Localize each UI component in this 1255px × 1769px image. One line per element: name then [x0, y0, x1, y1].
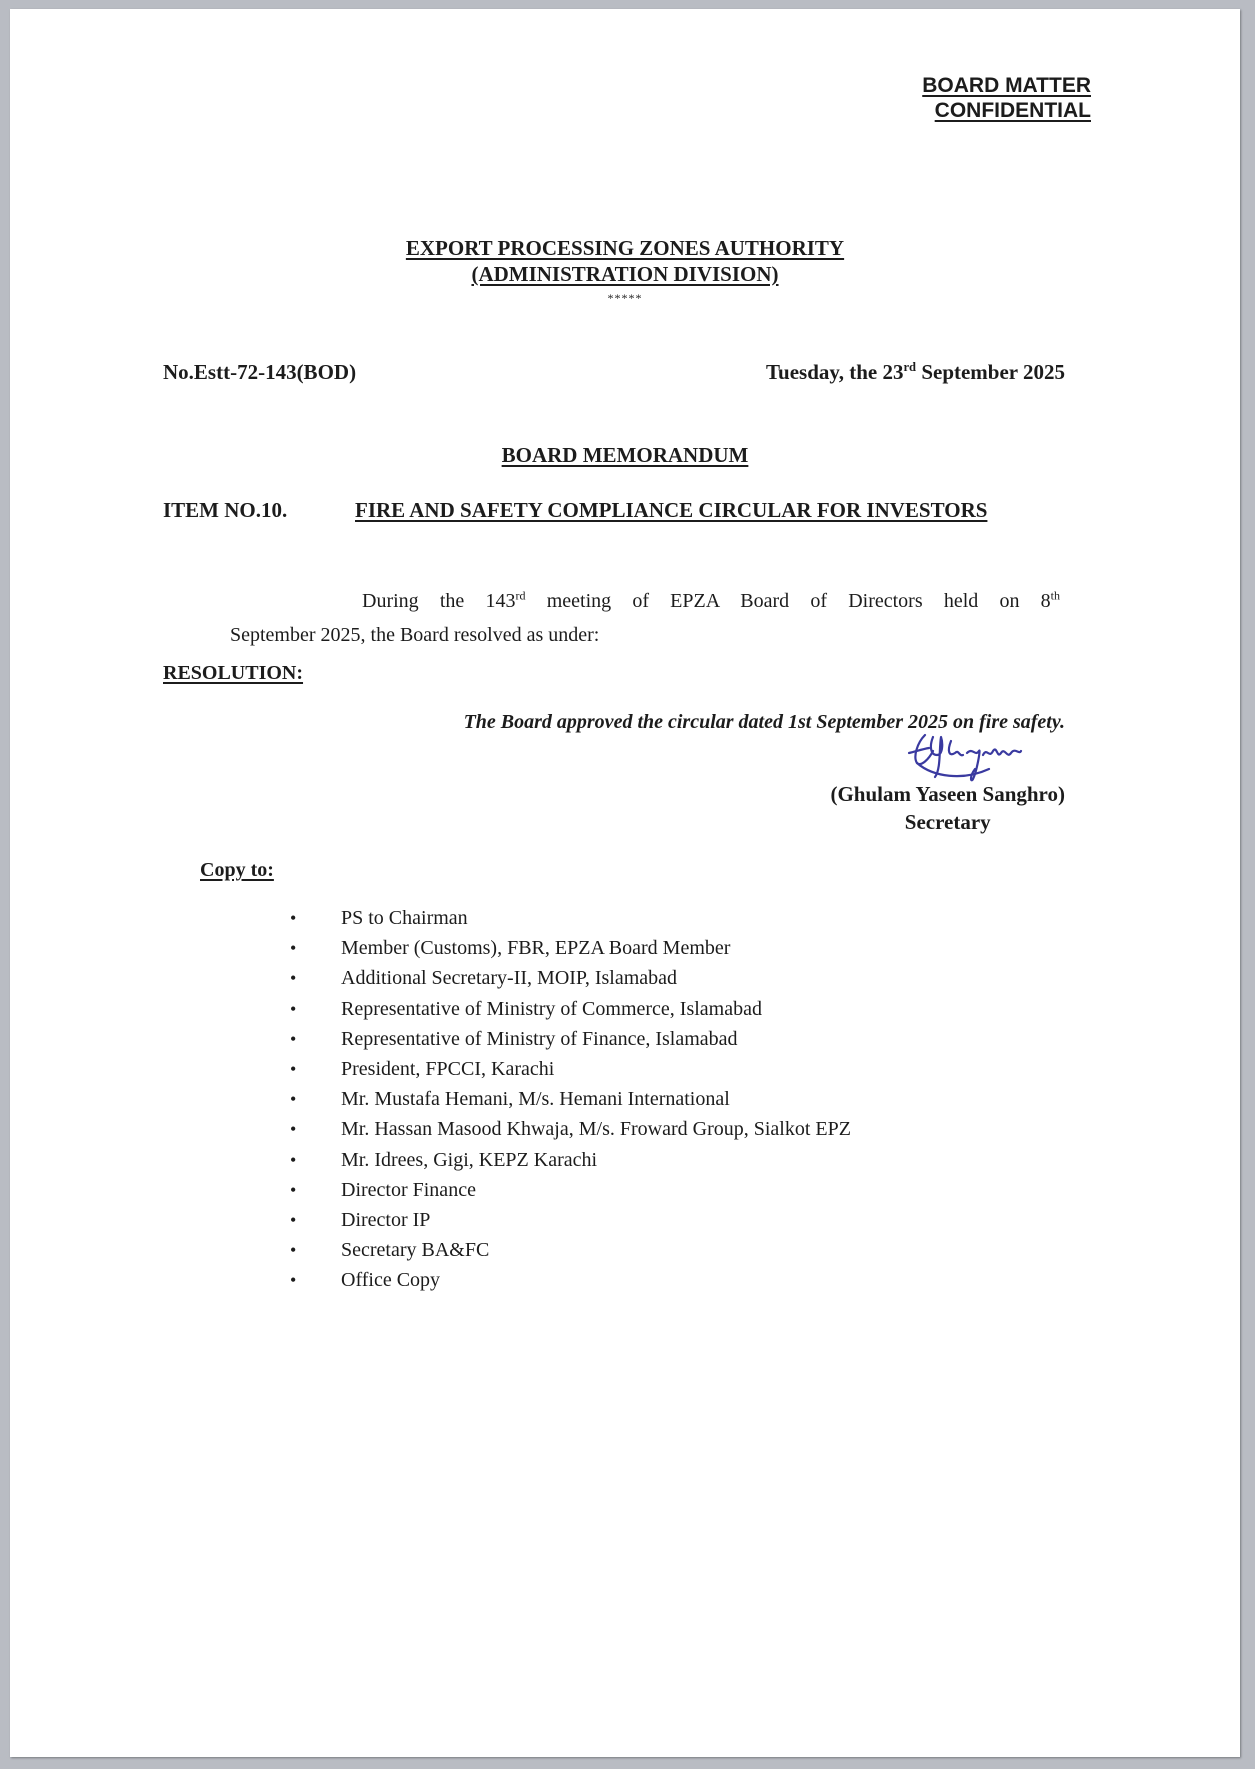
copy-to-item-text: Additional Secretary-II, MOIP, Islamabad: [341, 967, 678, 990]
copy-to-item: [275, 1054, 851, 1084]
marking-confidential: CONFIDENTIAL: [934, 99, 1091, 122]
bullet-icon: •: [290, 1089, 297, 1110]
bullet-icon: •: [290, 908, 297, 928]
bullet-icon: •: [290, 968, 297, 989]
copy-to-heading: [200, 859, 274, 882]
copy-to-item: [275, 1084, 851, 1114]
bullet-icon: •: [290, 938, 297, 959]
copy-to-item-text: Representative of Ministry of Commerce, Islamabad: [341, 997, 762, 1020]
memo-date: [766, 360, 1065, 385]
bullet-icon: •: [290, 1179, 297, 1200]
body-text-2: meeting of EPZA Board of Directors held on 8: [525, 590, 1051, 612]
day-ordinal: th: [1050, 588, 1060, 603]
handwritten-signature: [903, 729, 1093, 787]
signatory-name: (Ghulam Yaseen Sanghro): [830, 782, 1065, 806]
division-title: (ADMINISTRATION DIVISION): [471, 262, 779, 286]
date-ordinal: rd: [903, 360, 917, 374]
copy-to-item-text: PS to Chairman: [341, 907, 468, 929]
copy-to-item-text: Member (Customs), FBR, EPZA Board Member: [341, 937, 731, 960]
header-separator: *****: [607, 291, 643, 305]
bullet-icon: •: [290, 1028, 297, 1049]
bullet-icon: •: [290, 1119, 297, 1140]
bullet-icon: •: [290, 1059, 297, 1080]
memo-heading: [10, 443, 1240, 468]
copy-to-item: [275, 1024, 851, 1054]
copy-to-item-text: Mr. Mustafa Hemani, M/s. Hemani International: [341, 1088, 730, 1111]
bullet-icon: •: [290, 998, 297, 1019]
signatory-block: [830, 780, 1065, 836]
copy-to-item-text: Director Finance: [341, 1178, 476, 1201]
item-title: [355, 498, 987, 523]
resolution-heading-text: RESOLUTION:: [163, 662, 304, 684]
signature-strokes: [909, 735, 1021, 780]
date-rest: September 2025: [916, 360, 1065, 384]
body-paragraph: [230, 584, 1060, 652]
reference-number: No.Estt-72-143(BOD): [163, 360, 357, 384]
copy-to-item: [275, 994, 851, 1024]
copy-to-item: [275, 1265, 851, 1295]
body-line-1: [230, 584, 1060, 618]
signatory-designation: Secretary: [904, 810, 991, 834]
copy-to-item: [275, 933, 851, 963]
copy-to-item: [275, 1175, 851, 1205]
bullet-icon: •: [290, 1210, 297, 1231]
organization-name: [10, 236, 1240, 260]
copy-to-heading-text: Copy to:: [200, 859, 274, 881]
copy-to-item: [275, 1145, 851, 1175]
resolution-heading: [163, 662, 303, 685]
copy-to-item-text: Director IP: [341, 1209, 431, 1232]
item-title-text: FIRE AND SAFETY COMPLIANCE CIRCULAR FOR INVESTORS: [355, 498, 988, 522]
copy-to-item-text: Representative of Ministry of Finance, Islamabad: [341, 1027, 738, 1050]
bullet-icon: •: [290, 1240, 297, 1261]
date-main: Tuesday, the 23: [765, 360, 904, 384]
copy-to-item: [275, 963, 851, 993]
organization-title: EXPORT PROCESSING ZONES AUTHORITY: [405, 236, 845, 260]
copy-to-item: [275, 1235, 851, 1265]
item-number: ITEM NO.10.: [163, 498, 288, 522]
marking-board-matter: BOARD MATTER: [922, 74, 1091, 97]
copy-to-item: [275, 1205, 851, 1235]
document-page: [10, 9, 1240, 1757]
copy-to-item-text: President, FPCCI, Karachi: [341, 1058, 555, 1081]
division-name: [10, 262, 1240, 286]
resolution-text: The Board approved the circular dated 1st September 2025 on fire safety.: [463, 711, 1065, 733]
memo-title: BOARD MEMORANDUM: [501, 443, 749, 467]
copy-to-item: [275, 1114, 851, 1144]
copy-to-item-text: Mr. Idrees, Gigi, KEPZ Karachi: [341, 1148, 598, 1171]
confidentiality-marking: [922, 73, 1091, 123]
body-line-2: September 2025, the Board resolved as under:: [230, 624, 600, 646]
bullet-icon: •: [290, 1149, 297, 1170]
copy-to-item: [275, 903, 851, 933]
copy-to-item-text: Mr. Hassan Masood Khwaja, M/s. Froward Group, Sialkot EPZ: [341, 1118, 851, 1141]
copy-to-item-text: Office Copy: [341, 1269, 441, 1292]
bullet-icon: •: [290, 1270, 297, 1291]
copy-to-item-text: Secretary BA&FC: [341, 1239, 490, 1262]
meeting-ordinal: rd: [515, 588, 526, 603]
copy-to-list: [275, 903, 851, 1296]
body-text-1: During the 143: [362, 590, 516, 612]
